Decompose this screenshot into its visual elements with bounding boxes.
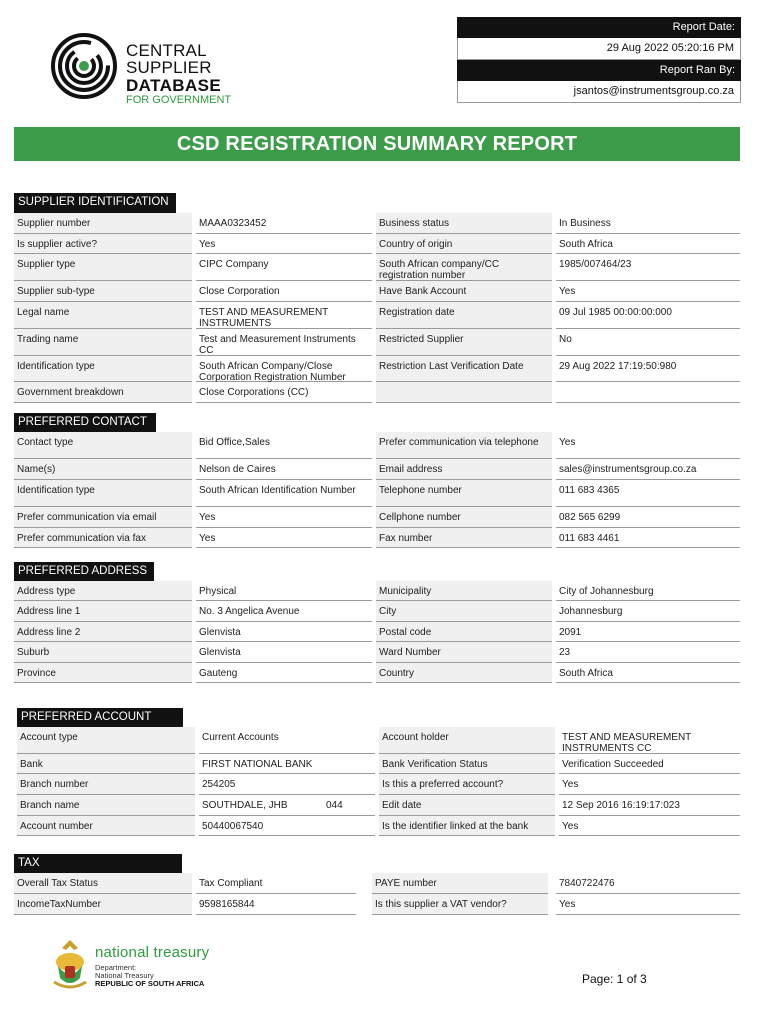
account-value-cell xyxy=(559,727,740,754)
supplier-value-cell xyxy=(556,302,740,329)
account-label-cell xyxy=(379,727,555,754)
branch-code: 044 xyxy=(326,800,343,811)
address-label-cell xyxy=(14,581,192,601)
supplier-value: South Africa xyxy=(559,239,613,250)
contact-label-cell xyxy=(376,507,552,528)
contact-label: Prefer communication via email xyxy=(17,512,157,523)
account-label-cell xyxy=(17,727,195,754)
account-value-cell xyxy=(199,774,375,795)
address-value-cell xyxy=(196,622,372,642)
account-section-heading: PREFERRED ACCOUNT xyxy=(17,708,183,729)
tax-label-cell xyxy=(372,894,548,915)
contact-label: Prefer communication via telephone xyxy=(379,437,539,448)
tax-label-cell xyxy=(14,894,192,915)
contact-value-cell xyxy=(556,528,740,548)
supplier-value: 09 Jul 1985 00:00:00:000 xyxy=(559,307,672,318)
supplier-label-cell xyxy=(376,302,552,329)
account-label: Bank xyxy=(20,759,43,770)
address-label: Address type xyxy=(17,586,76,597)
supplier-value-cell xyxy=(556,254,740,281)
tax-label-cell xyxy=(372,873,548,894)
address-value: City of Johannesburg xyxy=(559,586,654,597)
supplier-value xyxy=(556,382,740,387)
supplier-section-heading: SUPPLIER IDENTIFICATION xyxy=(14,193,176,214)
address-label: Suburb xyxy=(17,647,50,658)
address-value-cell xyxy=(556,601,740,622)
supplier-label-cell xyxy=(14,281,192,302)
supplier-label: Business status xyxy=(379,218,450,229)
tax-label: PAYE number xyxy=(375,878,437,889)
account-value-cell xyxy=(559,754,740,774)
tax-value: 9598165844 xyxy=(199,899,255,910)
supplier-label: South African company/CC registration number xyxy=(379,259,500,281)
supplier-value-cell xyxy=(196,382,372,403)
national-treasury-logo xyxy=(48,938,218,994)
contact-value-cell xyxy=(196,480,372,507)
contact-label: Fax number xyxy=(379,533,433,544)
tax-section-heading: TAX xyxy=(14,854,182,875)
contact-label: Name(s) xyxy=(17,464,56,475)
page-number: Page: 1 of 3 xyxy=(582,972,647,986)
address-value-cell xyxy=(556,642,740,663)
contact-label-cell xyxy=(14,459,192,480)
report-date-value: 29 Aug 2022 05:20:16 PM xyxy=(457,38,741,60)
csd-fingerprint-icon xyxy=(50,32,120,100)
tax-value-cell xyxy=(196,873,356,894)
report-meta xyxy=(457,17,741,103)
address-label-cell xyxy=(14,601,192,622)
address-value: Gauteng xyxy=(199,668,238,679)
account-value-cell xyxy=(199,816,375,836)
treasury-dept: Department: xyxy=(95,963,137,972)
contact-value: 082 565 6299 xyxy=(559,512,621,523)
address-value: No. 3 Angelica Avenue xyxy=(199,606,300,617)
address-value: South Africa xyxy=(559,668,613,679)
supplier-label-cell xyxy=(14,329,192,356)
contact-value: Bid Office,Sales xyxy=(199,437,270,448)
account-label: Account type xyxy=(20,732,78,743)
supplier-value: In Business xyxy=(559,218,611,229)
supplier-label: Government breakdown xyxy=(17,387,124,398)
treasury-name: National Treasury xyxy=(95,971,154,980)
supplier-value: 29 Aug 2022 17:19:50:980 xyxy=(559,361,677,372)
address-value: 2091 xyxy=(559,627,582,638)
contact-value-cell xyxy=(196,528,372,548)
contact-value: sales@instrumentsgroup.co.za xyxy=(559,464,697,475)
contact-value-cell xyxy=(556,480,740,507)
account-value: TEST AND MEASUREMENT INSTRUMENTS CC xyxy=(562,732,692,754)
supplier-label-cell xyxy=(14,234,192,254)
tax-value: 7840722476 xyxy=(559,878,615,889)
account-label: Is the identifier linked at the bank xyxy=(382,821,529,832)
contact-value: Yes xyxy=(199,512,216,523)
supplier-label xyxy=(376,382,552,387)
account-value: 12 Sep 2016 16:19:17:023 xyxy=(562,800,680,811)
address-label-cell xyxy=(14,663,192,683)
contact-value-cell xyxy=(556,432,740,459)
report-title: CSD REGISTRATION SUMMARY REPORT xyxy=(14,127,740,161)
account-value-cell xyxy=(559,774,740,795)
supplier-label-cell xyxy=(376,213,552,234)
contact-label-cell xyxy=(376,480,552,507)
supplier-value-cell xyxy=(196,234,372,254)
supplier-value-cell xyxy=(196,281,372,302)
contact-value: 011 683 4461 xyxy=(559,533,620,544)
report-date-label: Report Date: xyxy=(457,17,741,38)
contact-value: 011 683 4365 xyxy=(559,485,620,496)
contact-label: Telephone number xyxy=(379,485,462,496)
coat-of-arms-icon xyxy=(48,938,92,992)
account-label-cell xyxy=(379,754,555,774)
address-value: Johannesburg xyxy=(559,606,623,617)
address-value-cell xyxy=(556,622,740,642)
supplier-label: Legal name xyxy=(17,307,70,318)
logo-line-2: DATABASE xyxy=(126,76,222,95)
address-label: Municipality xyxy=(379,586,432,597)
contact-value-cell xyxy=(196,507,372,528)
address-label-cell xyxy=(14,642,192,663)
contact-value-cell xyxy=(196,459,372,480)
address-value-cell xyxy=(196,642,372,663)
account-label: Branch number xyxy=(20,779,89,790)
account-value-cell xyxy=(559,795,740,816)
supplier-label: Supplier type xyxy=(17,259,76,270)
address-label: Country xyxy=(379,668,415,679)
address-label: Postal code xyxy=(379,627,432,638)
account-label-cell xyxy=(17,774,195,795)
supplier-value-cell xyxy=(196,213,372,234)
supplier-label-cell xyxy=(376,356,552,382)
csd-logo xyxy=(50,32,290,106)
contact-label: Identification type xyxy=(17,485,95,496)
address-label: Province xyxy=(17,668,56,679)
tax-label: Is this supplier a VAT vendor? xyxy=(375,899,507,910)
logo-line-3: FOR GOVERNMENT xyxy=(126,94,232,106)
contact-label: Contact type xyxy=(17,437,74,448)
account-label-cell xyxy=(17,816,195,836)
supplier-label: Restricted Supplier xyxy=(379,334,464,345)
supplier-value-cell xyxy=(556,356,740,382)
account-value: 50440067540 xyxy=(202,821,264,832)
contact-label-cell xyxy=(376,459,552,480)
tax-value: Yes xyxy=(559,899,576,910)
contact-label-cell xyxy=(14,528,192,548)
account-value: Current Accounts xyxy=(202,732,279,743)
supplier-label-cell xyxy=(376,382,552,403)
treasury-brand: national treasury xyxy=(95,944,210,961)
account-value-cell xyxy=(199,754,375,774)
address-label-cell xyxy=(376,622,552,642)
account-value: Yes xyxy=(562,779,579,790)
account-label-cell xyxy=(17,795,195,816)
supplier-value-cell xyxy=(556,234,740,254)
supplier-value: MAAA0323452 xyxy=(199,218,267,229)
contact-value-cell xyxy=(196,432,372,459)
supplier-label: Supplier sub-type xyxy=(17,286,95,297)
supplier-value: Close Corporation xyxy=(199,286,280,297)
supplier-label-cell xyxy=(376,234,552,254)
address-value-cell xyxy=(556,663,740,683)
account-label: Branch name xyxy=(20,800,80,811)
account-value-cell xyxy=(199,795,375,816)
supplier-label: Have Bank Account xyxy=(379,286,467,297)
account-value-cell xyxy=(199,727,375,754)
address-value: Glenvista xyxy=(199,627,241,638)
address-value-cell xyxy=(556,581,740,601)
tax-value-cell xyxy=(556,873,740,894)
supplier-value: Test and Measurement Instruments CC xyxy=(199,334,356,356)
supplier-value-cell xyxy=(556,382,740,403)
tax-value-cell xyxy=(556,894,740,915)
contact-section-heading: PREFERRED CONTACT xyxy=(14,413,156,434)
logo-line-1: CENTRAL SUPPLIER xyxy=(126,41,212,77)
supplier-label-cell xyxy=(14,254,192,281)
address-label: Address line 1 xyxy=(17,606,81,617)
account-label-cell xyxy=(17,754,195,774)
supplier-label-cell xyxy=(14,302,192,329)
contact-label-cell xyxy=(376,432,552,459)
supplier-value: TEST AND MEASUREMENT INSTRUMENTS xyxy=(199,307,329,329)
report-ran-by-value: jsantos@instrumentsgroup.co.za xyxy=(457,81,741,103)
supplier-value-cell xyxy=(196,356,372,382)
contact-value-cell xyxy=(556,459,740,480)
supplier-label: Identification type xyxy=(17,361,95,372)
contact-label-cell xyxy=(376,528,552,548)
supplier-label-cell xyxy=(376,254,552,281)
supplier-label: Restriction Last Verification Date xyxy=(379,361,524,372)
contact-label: Cellphone number xyxy=(379,512,461,523)
account-label: Edit date xyxy=(382,800,422,811)
address-label-cell xyxy=(376,642,552,663)
address-label-cell xyxy=(14,622,192,642)
address-label-cell xyxy=(376,601,552,622)
supplier-value: 1985/007464/23 xyxy=(559,259,632,270)
supplier-value-cell xyxy=(556,281,740,302)
account-value-cell xyxy=(559,816,740,836)
tax-value-cell xyxy=(196,894,356,915)
contact-value: South African Identification Number xyxy=(199,485,356,496)
supplier-value-cell xyxy=(196,302,372,329)
supplier-value: Close Corporations (CC) xyxy=(199,387,309,398)
supplier-value: No xyxy=(559,334,572,345)
tax-value: Tax Compliant xyxy=(199,878,263,889)
address-value-cell xyxy=(196,581,372,601)
supplier-label: Trading name xyxy=(17,334,79,345)
address-value-cell xyxy=(196,663,372,683)
account-label-cell xyxy=(379,816,555,836)
address-label: Address line 2 xyxy=(17,627,81,638)
account-value: SOUTHDALE, JHB xyxy=(202,800,288,811)
contact-value: Yes xyxy=(199,533,216,544)
address-section-heading: PREFERRED ADDRESS xyxy=(14,562,154,583)
contact-value: Yes xyxy=(559,437,576,448)
account-label: Account holder xyxy=(382,732,449,743)
contact-label: Email address xyxy=(379,464,443,475)
contact-label-cell xyxy=(14,507,192,528)
address-label-cell xyxy=(376,581,552,601)
supplier-label-cell xyxy=(376,281,552,302)
supplier-value: Yes xyxy=(199,239,216,250)
supplier-label: Registration date xyxy=(379,307,455,318)
address-value-cell xyxy=(196,601,372,622)
account-value: Verification Succeeded xyxy=(562,759,664,770)
tax-label-cell xyxy=(14,873,192,894)
supplier-value-cell xyxy=(196,254,372,281)
account-label: Bank Verification Status xyxy=(382,759,488,770)
supplier-value-cell xyxy=(196,329,372,356)
contact-label-cell xyxy=(14,480,192,507)
address-label: City xyxy=(379,606,397,617)
account-label-cell xyxy=(379,774,555,795)
address-label: Ward Number xyxy=(379,647,441,658)
address-value: 23 xyxy=(559,647,571,658)
contact-value: Nelson de Caires xyxy=(199,464,276,475)
account-value: Yes xyxy=(562,821,579,832)
supplier-label: Country of origin xyxy=(379,239,453,250)
account-label: Is this a preferred account? xyxy=(382,779,504,790)
supplier-label: Is supplier active? xyxy=(17,239,98,250)
tax-label: Overall Tax Status xyxy=(17,878,98,889)
supplier-value-cell xyxy=(556,213,740,234)
address-label-cell xyxy=(376,663,552,683)
treasury-country: REPUBLIC OF SOUTH AFRICA xyxy=(95,979,205,988)
supplier-value: Yes xyxy=(559,286,576,297)
contact-label-cell xyxy=(14,432,192,459)
supplier-value: CIPC Company xyxy=(199,259,269,270)
account-label: Account number xyxy=(20,821,93,832)
supplier-label-cell xyxy=(14,382,192,403)
supplier-value-cell xyxy=(556,329,740,356)
supplier-label-cell xyxy=(376,329,552,356)
supplier-label-cell xyxy=(14,213,192,234)
contact-value-cell xyxy=(556,507,740,528)
report-ran-by-label: Report Ran By: xyxy=(457,60,741,81)
address-value: Glenvista xyxy=(199,647,241,658)
contact-label: Prefer communication via fax xyxy=(17,533,146,544)
account-label-cell xyxy=(379,795,555,816)
supplier-label: Supplier number xyxy=(17,218,91,229)
supplier-value: South African Company/Close Corporation Registration Number xyxy=(199,361,346,383)
supplier-label-cell xyxy=(14,356,192,382)
tax-label: IncomeTaxNumber xyxy=(17,899,101,910)
account-value: 254205 xyxy=(202,779,236,790)
account-value: FIRST NATIONAL BANK xyxy=(202,759,313,770)
address-value: Physical xyxy=(199,586,237,597)
